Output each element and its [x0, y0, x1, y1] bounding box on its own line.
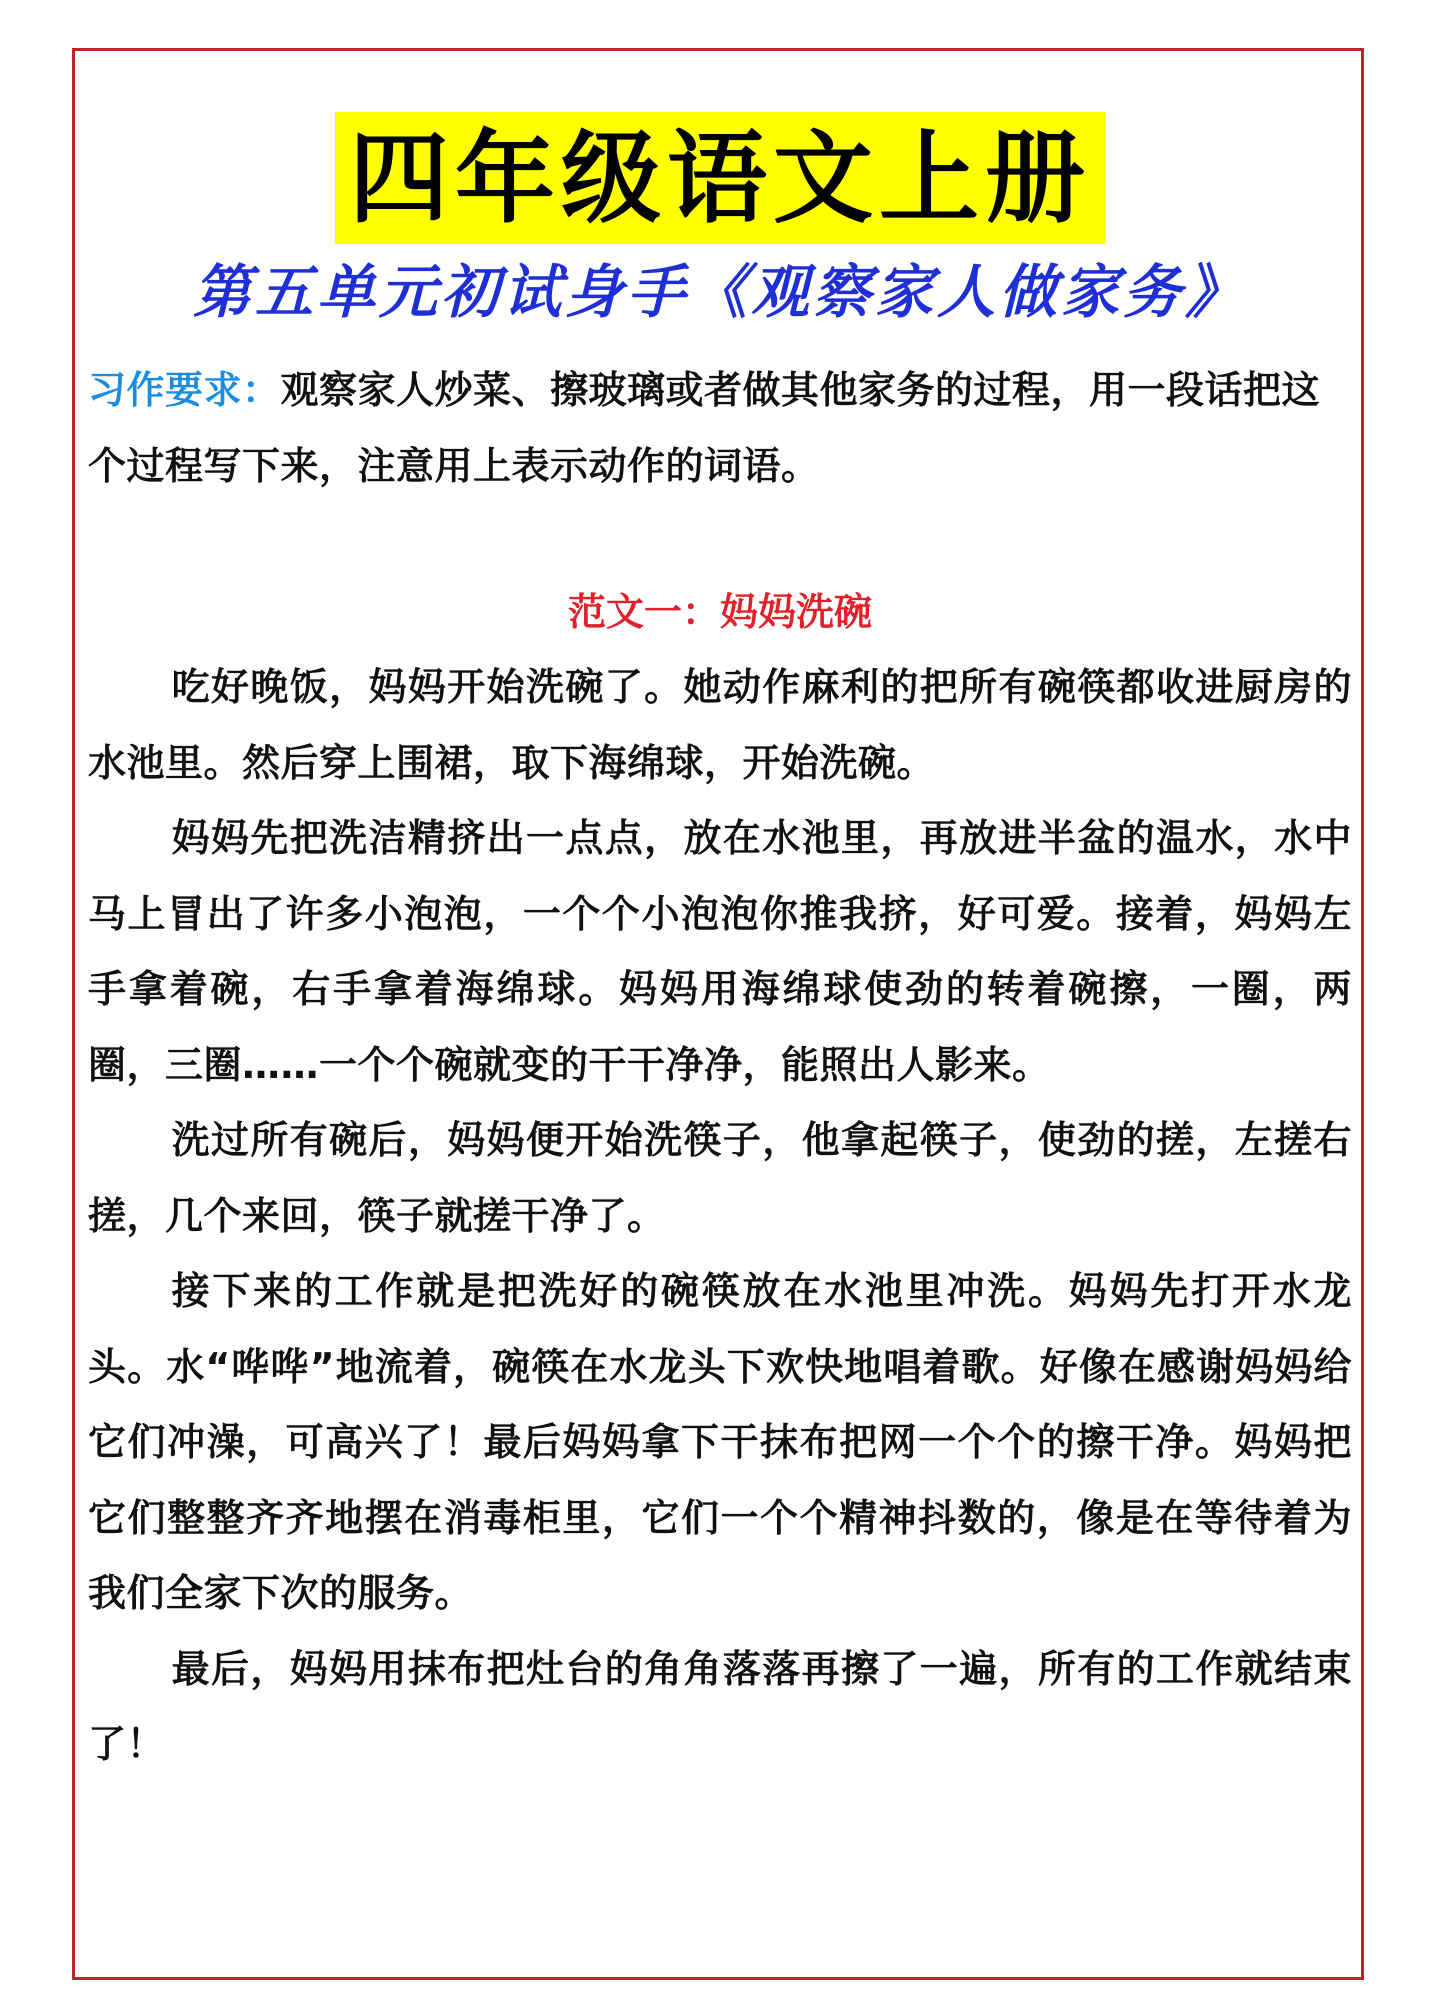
requirement-text: 观察家人炒菜、擦玻璃或者做其他家务的过程，用一段话把这个过程写下来，注意用上表示动作的词语。 [88, 368, 1321, 488]
essay-title: 范文一：妈妈洗碗 [567, 590, 872, 634]
essay-paragraph: 接下来的工作就是把洗好的碗筷放在水池里冲洗。妈妈先打开水龙头。水“哗哗”地流着，碗筷在水龙头下欢快地唱着歌。好像在感谢妈妈给它们冲澡，可高兴了！最后妈妈拿下干抹布把网一个个的擦干净。妈妈把它们整整齐齐地摆在消毒柜里，它们一个个精神抖数的，像是在等待着为我们全家下次的服务。 [88, 1269, 1352, 1615]
unit-subtitle: 第五单元初试身手《观察家人做家务》 [192, 258, 1247, 326]
title-container [0, 112, 1440, 244]
requirement-label: 习作要求： [88, 368, 281, 412]
essay-paragraph: 洗过所有碗后，妈妈便开始洗筷子，他拿起筷子，使劲的搓，左搓右搓，几个来回，筷子就搓干净了。 [88, 1118, 1352, 1238]
essay-paragraph: 吃好晚饭，妈妈开始洗碗了。她动作麻利的把所有碗筷都收进厨房的水池里。然后穿上围裙，取下海绵球，开始洗碗。 [88, 665, 1352, 785]
essay-body [88, 650, 1352, 1783]
writing-requirement [88, 352, 1352, 504]
essay-paragraph: 妈妈先把洗洁精挤出一点点，放在水池里，再放进半盆的温水，水中马上冒出了许多小泡泡，一个个小泡泡你推我挤，好可爱。接着，妈妈左手拿着碗，右手拿着海绵球。妈妈用海绵球使劲的转着碗擦，一圈，两圈，三圈……一个个碗就变的干干净净，能照出人影来。 [88, 816, 1352, 1087]
page-title: 四年级语文上册 [335, 112, 1105, 244]
essay-paragraph: 最后，妈妈用抹布把灶台的角角落落再擦了一遍，所有的工作就结束了！ [88, 1646, 1352, 1766]
